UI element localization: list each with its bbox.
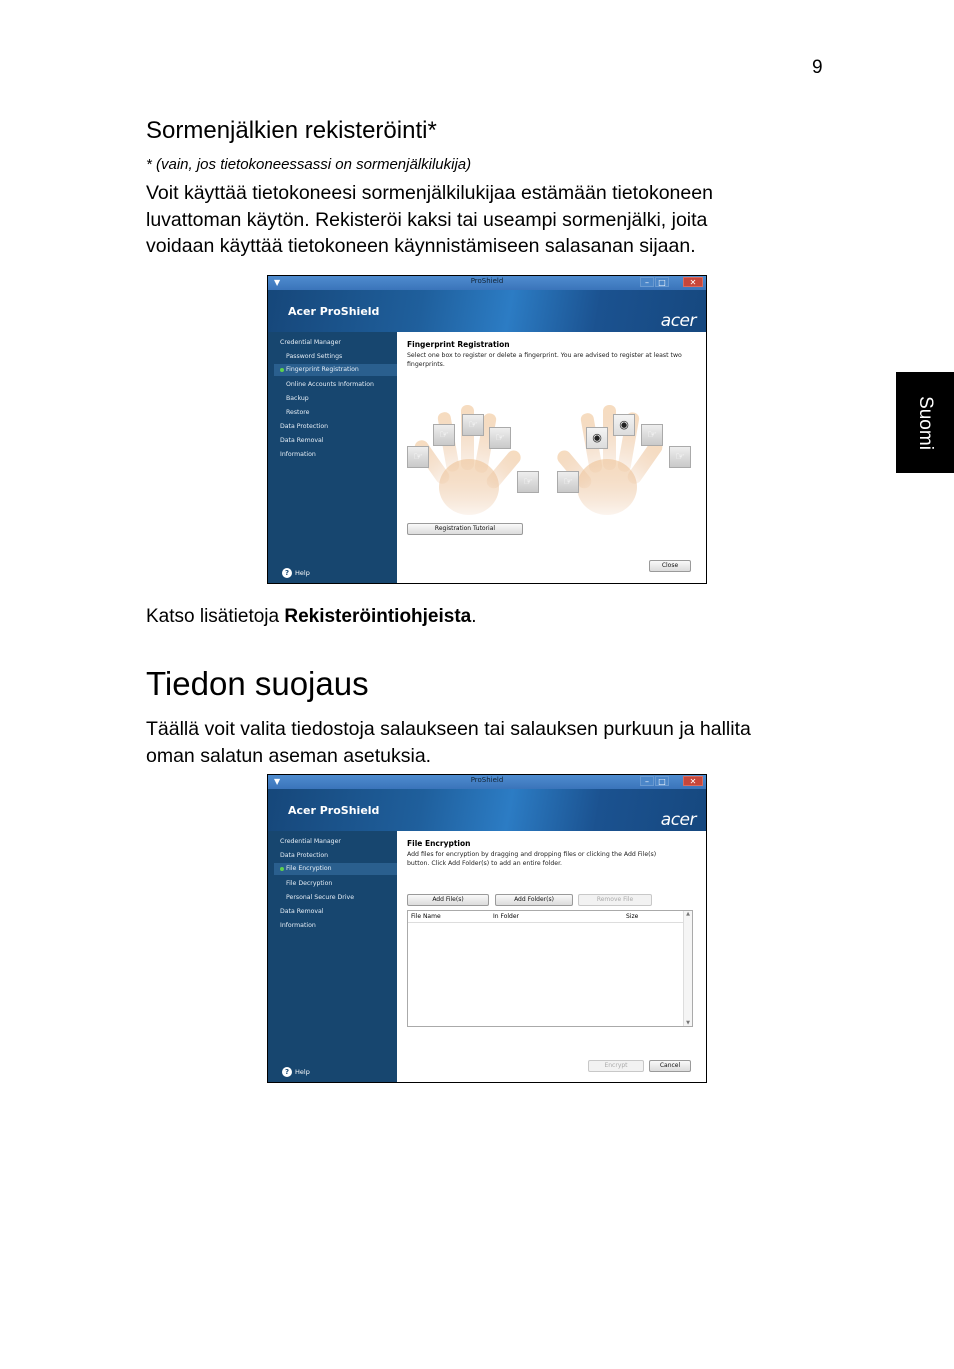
window-title: ProShield <box>470 277 504 285</box>
add-files-button[interactable]: Add File(s) <box>407 894 489 906</box>
section-heading-fingerprint: Sormenjälkien rekisteröinti* <box>146 117 437 144</box>
minimize-button[interactable]: – <box>640 277 654 287</box>
reference-text: Katso lisätietoja <box>146 606 285 627</box>
fingerprint-paragraph <box>146 180 836 260</box>
proshield-window-encryption <box>267 774 707 1083</box>
paragraph-line: luvattoman käytön. Rekisteröi kaksi tai useampi sormenjälki, joita <box>146 208 708 231</box>
sidebar-item-online-accounts[interactable]: Online Accounts Information <box>286 381 374 388</box>
app-name: Acer ProShield <box>288 305 380 318</box>
paragraph-line: oman salatun aseman asetuksia. <box>146 744 432 767</box>
data-protection-paragraph <box>146 716 836 769</box>
close-window-button[interactable]: ✕ <box>683 277 703 287</box>
minimize-button[interactable]: – <box>640 776 654 786</box>
sidebar <box>268 332 397 583</box>
active-dot-icon <box>280 368 284 372</box>
sidebar-item-file-decryption[interactable]: File Decryption <box>286 880 333 887</box>
finger-box-left-thumb[interactable] <box>407 446 429 468</box>
title-bar <box>268 276 706 290</box>
sidebar-item-data-protection[interactable]: Data Protection <box>280 852 329 859</box>
help-icon: ? <box>282 1067 292 1077</box>
scroll-up-icon[interactable]: ▲ <box>686 911 690 917</box>
finger-box-right-thumb[interactable] <box>669 446 691 468</box>
sidebar-item-data-protection[interactable]: Data Protection <box>280 423 329 430</box>
sidebar-item-password-settings[interactable]: Password Settings <box>286 353 343 360</box>
content-title: Fingerprint Registration <box>407 340 510 349</box>
help-icon: ? <box>282 568 292 578</box>
shield-icon: ▼ <box>274 777 281 786</box>
shield-icon: ▼ <box>274 278 281 287</box>
sidebar-item-backup[interactable]: Backup <box>286 395 309 402</box>
sidebar-item-information[interactable]: Information <box>280 922 316 929</box>
close-button[interactable]: Close <box>649 560 691 572</box>
fingerprint-icon: ☞ <box>647 428 657 441</box>
footnote: * (vain, jos tietokoneessassi on sormenjälkilukija) <box>146 156 472 173</box>
sidebar-item-data-removal[interactable]: Data Removal <box>280 908 324 915</box>
finger-box-left-little[interactable] <box>517 471 539 493</box>
content-pane <box>397 831 706 1082</box>
fingerprint-registered-icon: ◉ <box>592 431 602 444</box>
help-link[interactable] <box>282 1067 310 1077</box>
paragraph-line: Täällä voit valita tiedostoja salaukseen tai salauksen purkuun ja hallita <box>146 718 751 740</box>
sidebar-item-label: Fingerprint Registration <box>286 366 359 373</box>
add-folders-button[interactable]: Add Folder(s) <box>495 894 573 906</box>
help-link[interactable] <box>282 568 310 578</box>
maximize-button[interactable]: □ <box>655 277 669 287</box>
column-header-file-name[interactable]: File Name <box>411 913 441 920</box>
finger-box-right-little[interactable] <box>557 471 579 493</box>
active-dot-icon <box>280 867 284 871</box>
finger-box-left-middle[interactable] <box>462 414 484 436</box>
app-banner <box>268 789 706 831</box>
content-title: File Encryption <box>407 839 471 848</box>
title-bar <box>268 775 706 789</box>
page-number: 9 <box>812 57 823 78</box>
app-banner <box>268 290 706 332</box>
file-table[interactable] <box>407 910 693 1027</box>
proshield-window-fingerprint <box>267 275 707 584</box>
finger-box-right-index[interactable] <box>641 424 663 446</box>
content-description: Select one box to register or delete a fingerprint. You are advised to register at least two fingerprints. <box>407 352 682 368</box>
registration-tutorial-button[interactable]: Registration Tutorial <box>407 523 523 535</box>
window-title: ProShield <box>470 776 504 784</box>
sidebar-item-credential-manager[interactable]: Credential Manager <box>280 838 341 845</box>
fingerprint-icon: ☞ <box>675 450 685 463</box>
language-side-tab <box>896 372 954 473</box>
fingerprint-icon: ☞ <box>468 418 478 431</box>
remove-file-button[interactable]: Remove File <box>578 894 652 906</box>
help-label: Help <box>295 569 310 577</box>
sidebar <box>268 831 397 1082</box>
sidebar-item-restore[interactable]: Restore <box>286 409 310 416</box>
hands-illustration <box>397 387 707 527</box>
maximize-button[interactable]: □ <box>655 776 669 786</box>
acer-logo: acer <box>660 810 696 830</box>
fingerprint-icon: ☞ <box>495 431 505 444</box>
sidebar-item-credential-manager[interactable]: Credential Manager <box>280 339 341 346</box>
vertical-scrollbar[interactable] <box>683 911 692 1026</box>
column-header-in-folder[interactable]: In Folder <box>493 913 520 920</box>
sidebar-item-label: File Encryption <box>286 865 332 872</box>
close-window-button[interactable]: ✕ <box>683 776 703 786</box>
tutorial-reference <box>146 606 477 628</box>
fingerprint-icon: ☞ <box>439 428 449 441</box>
encrypt-button[interactable]: Encrypt <box>588 1060 644 1072</box>
fingerprint-registered-icon: ◉ <box>619 418 629 431</box>
cancel-button[interactable]: Cancel <box>649 1060 691 1072</box>
help-label: Help <box>295 1068 310 1076</box>
language-label: Suomi <box>915 395 936 450</box>
sidebar-item-personal-secure-drive[interactable]: Personal Secure Drive <box>286 894 355 901</box>
paragraph-line: voidaan käyttää tietokoneen käynnistämiseen salasanan sijaan. <box>146 235 696 257</box>
sidebar-item-file-encryption[interactable] <box>274 863 397 875</box>
fingerprint-icon: ☞ <box>523 475 533 488</box>
finger-box-left-index[interactable] <box>433 424 455 446</box>
sidebar-item-data-removal[interactable]: Data Removal <box>280 437 324 444</box>
reference-link-text: Rekisteröintiohjeista <box>284 606 472 627</box>
column-header-size[interactable]: Size <box>626 913 639 920</box>
finger-box-right-middle[interactable] <box>613 414 635 436</box>
section-heading-data-protection: Tiedon suojaus <box>146 665 369 702</box>
content-pane <box>397 332 706 583</box>
acer-logo: acer <box>660 311 696 331</box>
content-description: Add files for encryption by dragging and dropping files or clicking the Add File(s) button. Click Add Folder(s) to add an entire folder. <box>407 851 657 867</box>
fingerprint-icon: ☞ <box>413 450 423 463</box>
scroll-down-icon[interactable]: ▼ <box>686 1020 690 1026</box>
finger-box-left-ring[interactable] <box>489 427 511 449</box>
app-name: Acer ProShield <box>288 804 380 817</box>
table-header <box>408 911 683 923</box>
reference-period: . <box>471 606 477 627</box>
sidebar-item-information[interactable]: Information <box>280 451 316 458</box>
finger-box-right-ring[interactable] <box>586 427 608 449</box>
paragraph-line: Voit käyttää tietokoneesi sormenjälkilukijaa estämään tietokoneen <box>146 182 713 204</box>
fingerprint-icon: ☞ <box>563 475 573 488</box>
sidebar-item-fingerprint-registration[interactable] <box>274 364 397 376</box>
